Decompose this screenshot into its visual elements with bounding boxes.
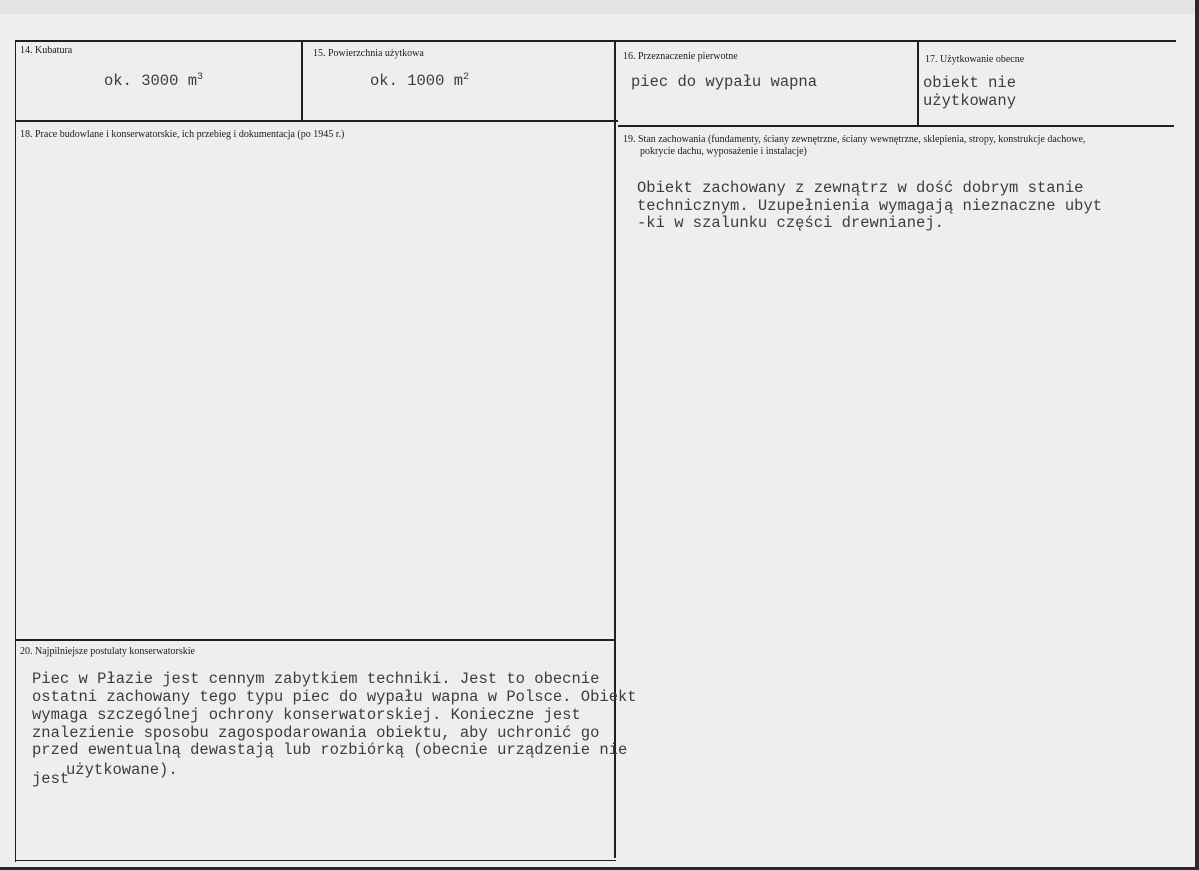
field-20-text-line-5: przed ewentualną dewastają lub rozbiórką (obecnie urządzenie nie [32,741,628,759]
left-bottom-rule [15,860,616,861]
card-top-edge [0,0,1199,14]
top-rule [15,40,1176,42]
field-19-text-line-1: Obiekt zachowany z zewnątrz w dość dobrym stanie [637,179,1084,197]
field-17-value-line-1: obiekt nie [923,74,1017,92]
field-20-text-line-1: Piec w Płazie jest cennym zabytkiem techniki. Jest to obecnie [32,670,600,688]
field-15-label: 15. Powierzchnia użytkowa [313,48,424,59]
field-20-text-line-6-base: jest [32,770,70,788]
row1-bottom-rule-right [618,125,1174,127]
field-15-value [370,73,469,91]
field-20-top-rule [15,639,615,641]
field-14-value-exponent: 3 [197,71,204,83]
field-15-value-exponent: 2 [463,71,470,83]
field-19-text-line-3: -ki w szalunku części drewnianej. [637,214,944,232]
field-20-text-line-6-raised: użytkowane). [66,761,178,779]
field-16-label: 16. Przeznaczenie pierwotne [623,51,738,62]
field-17-value-line-2: użytkowany [923,92,1017,110]
field-17-label: 17. Użytkowanie obecne [925,54,1025,65]
field-15-value-text: ok. 1000 m [370,72,464,90]
divider-14-15 [301,40,303,122]
card-right-edge [1195,0,1199,870]
field-20-text-line-2: ostatni zachowany tego typu piec do wypału wapna w Polsce. Obiekt [32,688,637,706]
field-16-value: piec do wypału wapna [631,73,818,91]
main-vertical-divider [614,40,616,858]
field-19-label-line-1: 19. Stan zachowania (fundamenty, ściany zewnętrzne, ściany wewnętrzne, sklepienia, stropy, konstrukcje dachowe, [623,134,1086,145]
divider-16-17 [917,42,919,127]
field-19-label-line-2: pokrycie dachu, wyposażenie i instalacje) [640,146,807,157]
left-border [15,40,16,862]
field-20-text-line-4: znalezienie sposobu zagospodarowania obiektu, aby uchronić go [32,724,600,742]
field-19-text-line-2: technicznym. Uzupełnienia wymagają nieznaczne ubyt [637,197,1103,215]
field-14-value-text: ok. 3000 m [104,72,198,90]
row1-bottom-rule-left [15,120,618,122]
field-20-label: 20. Najpilniejsze postulaty konserwatorskie [20,646,195,657]
field-14-value [104,73,203,91]
field-14-label: 14. Kubatura [20,45,73,56]
field-18-label: 18. Prace budowlane i konserwatorskie, ich przebieg i dokumentacja (po 1945 r.) [20,129,345,140]
field-20-text-line-3: wymaga szczególnej ochrony konserwatorskiej. Konieczne jest [32,706,581,724]
